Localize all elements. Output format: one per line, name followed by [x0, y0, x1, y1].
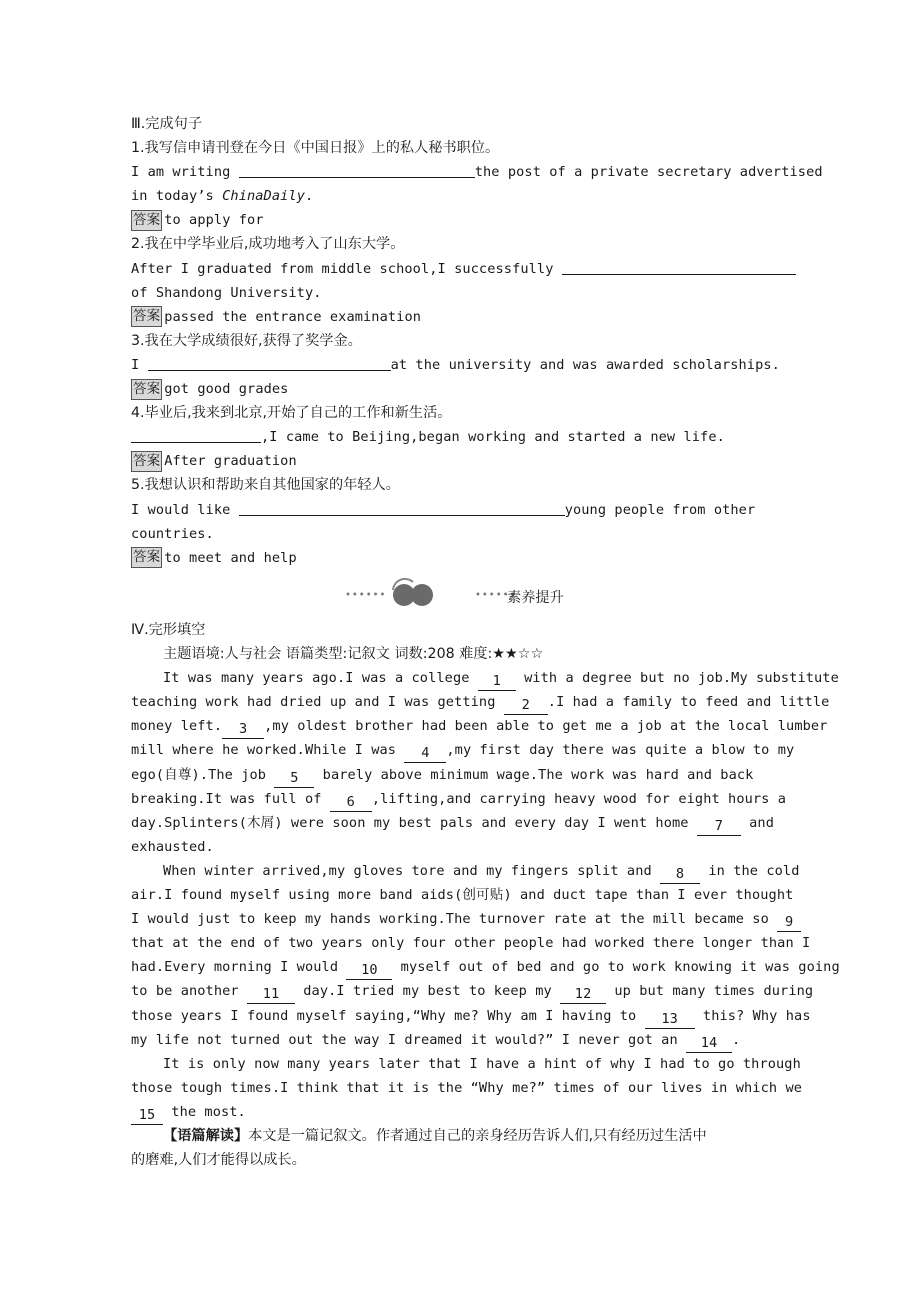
worksheet-page — [131, 112, 823, 570]
cloze-blank[interactable]: 8 — [660, 866, 700, 884]
passage-line: had.Every morning I would 10 myself out of bed and go to work knowing it was going — [131, 959, 840, 979]
passage-line: those tough times.I think that it is the “Why me?” times of our lives in which we — [131, 1079, 803, 1096]
cloze-blank[interactable]: 3 — [222, 721, 264, 739]
passage-line: to be another 11 day.I tried my best to keep my 12 up but many times during — [131, 983, 814, 1003]
cloze-blank[interactable]: 6 — [330, 794, 372, 812]
passage-line: When winter arrived,my gloves tore and my fingers split and 8 in the cold — [163, 862, 800, 882]
answer-tag: 答案 — [131, 547, 162, 568]
analysis-line: 【语篇解读】本文是一篇记叙文。作者通过自己的亲身经历告诉人们,只有经历过生活中 — [163, 1127, 707, 1144]
q3-answer: 答案 got good grades — [131, 377, 791, 401]
cloze-blank[interactable]: 10 — [346, 962, 392, 980]
analysis-line: 的磨难,人们才能得以成长。 — [131, 1152, 306, 1169]
q3-blank[interactable] — [148, 354, 391, 371]
cloze-blank[interactable]: 11 — [247, 986, 295, 1004]
q1-english-line2: in today’s ChinaDaily. — [131, 188, 314, 205]
passage-line: exhausted. — [131, 838, 214, 855]
passage-meta: 主题语境:人与社会 语篇类型:记叙文 词数:208 难度:★★☆☆ — [163, 646, 544, 663]
answer-tag: 答案 — [131, 306, 162, 327]
q4-english-line1: ,I came to Beijing,began working and started a new life. — [131, 425, 791, 449]
cloze-blank[interactable]: 4 — [404, 745, 446, 763]
passage-line: day.Splinters(木屑) were soon my best pals and every day I went home 7 and — [131, 814, 774, 834]
double-circle-icon — [387, 578, 437, 610]
q1-english-line1: I am writing the post of a private secretary advertised — [131, 160, 791, 184]
cloze-blank[interactable]: 15 — [131, 1107, 163, 1125]
q2-english-line1: After I graduated from middle school,I successfully — [131, 257, 791, 281]
passage-line: those years I found myself saying,“Why me? Why am I having to 13 this? Why has — [131, 1007, 811, 1027]
passage-line: money left. 3 ,my oldest brother had been able to get me a job at the local lumber — [131, 718, 828, 738]
cloze-blank[interactable]: 9 — [777, 914, 801, 932]
q4-blank[interactable] — [131, 426, 261, 443]
answer-tag: 答案 — [131, 451, 162, 472]
passage-line: mill where he worked.While I was 4 ,my first day there was quite a blow to my — [131, 742, 795, 762]
q5-chinese: 5.我想认识和帮助来自其他国家的年轻人。 — [131, 477, 400, 494]
q3-chinese: 3.我在大学成绩很好,获得了奖学金。 — [131, 332, 362, 349]
q2-answer: 答案 passed the entrance examination — [131, 305, 791, 329]
cloze-blank[interactable]: 5 — [274, 770, 314, 788]
passage-line: breaking.It was full of 6 ,lifting,and carrying heavy wood for eight hours a — [131, 790, 787, 810]
cloze-blank[interactable]: 14 — [686, 1035, 732, 1053]
cloze-blank[interactable]: 13 — [645, 1011, 695, 1029]
passage-line: ego(自尊).The job 5 barely above minimum wage.The work was hard and back — [131, 766, 754, 786]
passage-line: It was many years ago.I was a college 1 with a degree but no job.My substitute — [163, 670, 839, 690]
passage-line: my life not turned out the way I dreamed it would?” I never got an 14 . — [131, 1031, 741, 1051]
q1-answer: 答案 to apply for — [131, 208, 791, 232]
dots-right-icon: •••••• — [475, 590, 517, 601]
q2-chinese: 2.我在中学毕业后,成功地考入了山东大学。 — [131, 236, 405, 253]
passage-line: 15 the most. — [131, 1100, 791, 1124]
q2-blank[interactable] — [562, 258, 796, 275]
q5-english-line1: I would like young people from other — [131, 498, 791, 522]
q4-answer: 答案 After graduation — [131, 449, 791, 473]
q1-blank[interactable] — [239, 161, 475, 178]
q1-chinese: 1.我写信申请刊登在今日《中国日报》上的私人秘书职位。 — [131, 140, 500, 157]
q5-answer: 答案 to meet and help — [131, 546, 791, 570]
passage-line: air.I found myself using more band aids(创可贴) and duct tape than I ever thought — [131, 887, 794, 904]
section-4-heading: Ⅳ.完形填空 — [131, 622, 206, 638]
q2-english-line2: of Shandong University. — [131, 284, 322, 301]
divider-title: 素养提升 — [507, 590, 564, 606]
answer-tag: 答案 — [131, 379, 162, 400]
q3-english-line1: I at the university and was awarded scholarships. — [131, 353, 791, 377]
cloze-blank[interactable]: 12 — [560, 986, 606, 1004]
section-3-heading: Ⅲ.完成句子 — [131, 116, 203, 132]
cloze-blank[interactable]: 7 — [697, 818, 741, 836]
answer-tag: 答案 — [131, 210, 162, 231]
dots-left-icon: •••••• — [345, 590, 387, 601]
q5-blank[interactable] — [239, 499, 565, 516]
passage-line: teaching work had dried up and I was getting 2 .I had a family to feed and little — [131, 694, 830, 714]
passage-line: It is only now many years later that I have a hint of why I had to go through — [163, 1055, 801, 1072]
cloze-section — [131, 618, 840, 1172]
q5-english-line2: countries. — [131, 525, 214, 542]
cloze-blank[interactable]: 2 — [504, 697, 548, 715]
passage-line: I would just to keep my hands working.The turnover rate at the mill became so 9 — [131, 907, 791, 931]
passage-line: that at the end of two years only four other people had worked there longer than I — [131, 935, 811, 952]
analysis-label: 【语篇解读】 — [163, 1127, 249, 1144]
section-divider-banner — [345, 578, 585, 612]
q4-chinese: 4.毕业后,我来到北京,开始了自己的工作和新生活。 — [131, 405, 452, 422]
cloze-blank[interactable]: 1 — [478, 673, 516, 691]
